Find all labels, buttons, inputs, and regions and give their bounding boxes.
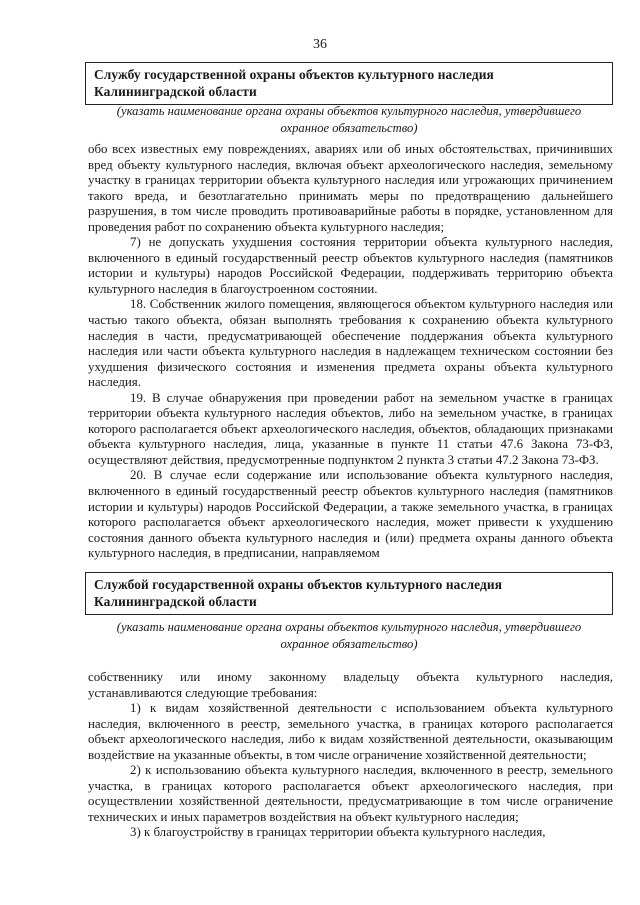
paragraph: 3) к благоустройству в границах территории объекта культурного наследия, [130,825,546,840]
paragraph: собственнику или иному законному владельцу объекта культурного наследия, устанавливаются следующие требования: [88,670,613,700]
authority-box-top [85,62,613,105]
paragraph: 2) к использованию объекта культурного наследия, включенного в реестр, земельного участка, в границах которого располагается объект археологического наследия, при осуществлении хозяйственной деятельности, предусматривающие в том числе ограничение технических и иных параметров воздействия на объект культурного наследия; [88,763,613,824]
paragraph: 19. В случае обнаружения при проведении работ на земельном участке в границах территории объекта культурного наследия объектов, либо на земельном участке, в границах которого располагается объект археологического наследия, объектов, обладающих признаками объекта культурного наследия, лица, указанные в пункте 11 статьи 47.6 Закона 73-ФЗ, осуществляют действия, предусмотренные подпунктом 2 пункта 3 статьи 47.2 Закона 73-ФЗ. [88,390,613,467]
caption-line: охранное обязательство) [280,121,418,135]
text-block-2 [88,670,613,841]
caption-line: (указать наименование органа охраны объектов культурного наследия, утвердившего [116,620,582,634]
text-block-1 [88,142,613,562]
caption-line: охранное обязательство) [280,637,418,651]
paragraph: обо всех известных ему повреждениях, авариях или об иных обстоятельствах, причинивших вред объекту культурного наследия, включая объект археологического наследия, земельному участку в границах территории объекта культурного наследия или угрожающих причинением такого вреда, и безотлагательно принимать меры по предотвращению дальнейшего разрушения, в том числе проводить противоаварийные работы в порядке, установленном для проведения работ по сохранению объекта культурного наследия; [88,142,613,234]
paragraph: 7) не допускать ухудшения состояния территории объекта культурного наследия, включенного в единый государственный реестр объектов культурного наследия (памятников истории и культуры) народов Российской Федерации, поддерживать территорию объекта культурного наследия в благоустроенном состоянии. [88,235,613,296]
authority-name: Службой государственной охраны объектов культурного наследия Калининградской области [94,577,503,609]
authority-box-bottom [85,572,613,615]
authority-caption-top [85,103,613,137]
paragraph: 20. В случае если содержание или использование объекта культурного наследия, включенного в единый государственный реестр объектов культурного наследия (памятников истории и культуры) народов Российской Федерации, а также земельного участка, в границах которого располагается объект археологического наследия, может привести к ухудшению состояния данного объекта культурного наследия и (или) предмета охраны данного объекта культурного наследия, в предписании, направляемом [88,468,613,561]
authority-name: Службу государственной охраны объектов культурного наследия Калининградской области [94,67,494,99]
caption-line: (указать наименование органа охраны объектов культурного наследия, утвердившего [116,104,582,118]
authority-caption-bottom [85,619,613,653]
paragraph: 18. Собственник жилого помещения, являющегося объектом культурного наследия или частью такого объекта, обязан выполнять требования к сохранению объекта культурного наследия в части, предусматривающей обеспечение поддержания объекта культурного наследия или части объекта культурного наследия в надлежащем техническом состоянии без ухудшения физического состояния и изменения предмета охраны объекта культурного наследия. [88,297,613,390]
paragraph: 1) к видам хозяйственной деятельности с использованием объекта культурного наследия, включенного в реестр, земельного участка, в границах которого располагается объект археологического наследия, либо к видам хозяйственной деятельности, оказывающим воздействие на указанные объекты, в том числе ограничение хозяйственной деятельности; [88,701,613,762]
page-number: 36 [313,37,327,52]
